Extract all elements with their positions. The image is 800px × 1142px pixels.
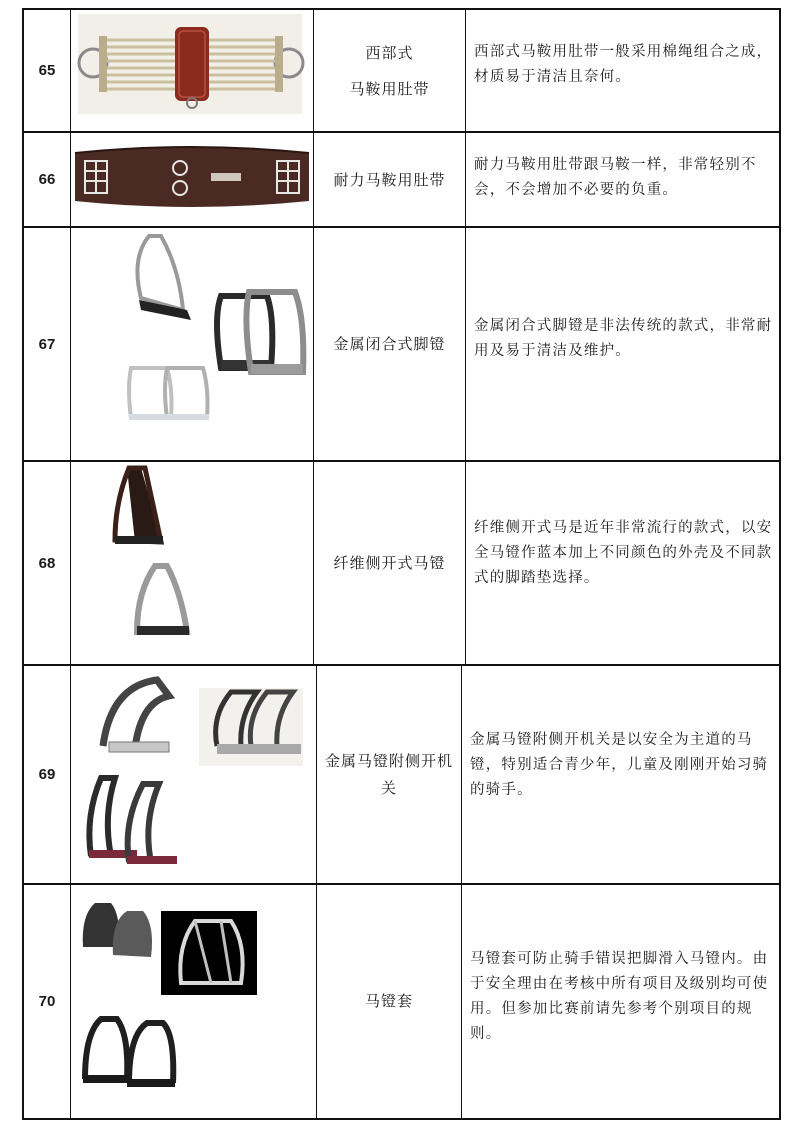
- item-description: 耐力马鞍用肚带跟马鞍一样，非常轻别不会，不会增加不必要的负重。: [474, 157, 757, 198]
- item-name: 金属马镫附侧开机关: [317, 666, 462, 883]
- table-row: [22, 133, 781, 228]
- table-row: [22, 462, 781, 666]
- item-description: 金属马镫附侧开机关是以安全为主道的马镫，特别适合青少年，儿童及刚刚开始习骑的骑手。: [470, 732, 769, 798]
- item-name: 西部式 马鞍用肚带: [314, 10, 466, 131]
- table-row: [22, 666, 781, 885]
- stirrup-cages-image: [71, 885, 317, 1118]
- item-name: 纤维侧开式马镫: [314, 462, 466, 664]
- fiber-stirrups-image: [71, 462, 314, 664]
- row-number: 67: [24, 228, 71, 460]
- item-description: 西部式马鞍用肚带一般采用棉绳组合之成，材质易于清洁且奈何。: [474, 44, 773, 85]
- table-row: [22, 228, 781, 462]
- metal-stirrups-image: [71, 228, 314, 460]
- row-number: 66: [24, 133, 71, 226]
- rope-cinch-image: [71, 10, 314, 131]
- item-name: 马镫套: [317, 885, 462, 1118]
- row-number: 69: [24, 666, 71, 883]
- endurance-girth-image: [71, 133, 314, 226]
- table-row: [22, 885, 781, 1120]
- item-description: 马镫套可防止骑手错误把脚滑入马镫内。由于安全理由在考核中所有项目及级别均可使用。但参加比赛前请先参考个别项目的规则。: [470, 951, 769, 1042]
- row-number: 68: [24, 462, 71, 664]
- item-name: 金属闭合式脚镫: [314, 228, 466, 460]
- item-description: 金属闭合式脚镫是非法传统的款式，非常耐用及易于清洁及维护。: [474, 318, 773, 359]
- safety-stirrups-image: [71, 666, 317, 883]
- row-number: 65: [24, 10, 71, 131]
- item-name: 耐力马鞍用肚带: [314, 133, 466, 226]
- table-row: [22, 8, 781, 133]
- item-description: 纤维侧开式马是近年非常流行的款式，以安全马镫作蓝本加上不同颜色的外壳及不同款式的脚踏垫选择。: [474, 520, 773, 586]
- row-number: 70: [24, 885, 71, 1118]
